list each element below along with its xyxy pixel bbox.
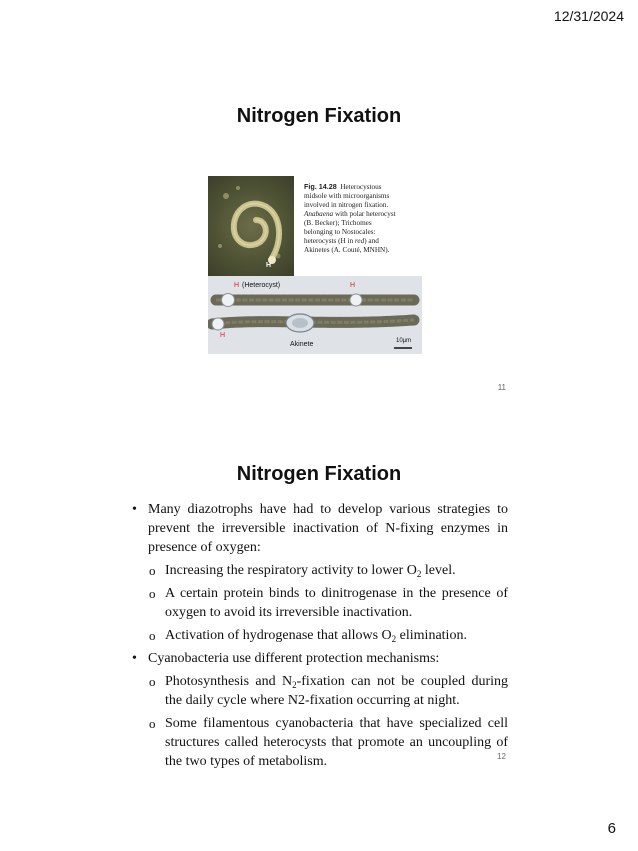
- sub-bullet-text: A certain protein binds to dinitrogenase in the presence of oxygen to avoid its irreversible inactivation.: [165, 586, 508, 620]
- anabaena-coil-image: [208, 176, 294, 276]
- scale-bar-label: 10µm: [396, 338, 412, 344]
- heterocyst-h-label: H: [350, 282, 356, 289]
- bullet-item: [132, 649, 508, 668]
- heterocyst-figure: [208, 176, 422, 354]
- heterocyst-h-label: H: [266, 262, 272, 269]
- subscript: 2: [391, 634, 397, 644]
- heterocyst-h-label: H: [220, 332, 226, 339]
- bullet-text: Cyanobacteria use different protection mechanisms:: [148, 651, 440, 666]
- bullet-item: [132, 500, 508, 557]
- sub-bullet-item: [132, 561, 508, 580]
- caption-red: red: [354, 237, 365, 245]
- sub-bullet-text: Some filamentous cyanobacteria that have specialized cell structures called heterocysts that promote an uncoupling of the two types of metabolism.: [165, 716, 508, 769]
- caption-line: Akinetes (A. Couté, MNHN).: [304, 246, 390, 254]
- sub-bullet-text: level.: [421, 563, 456, 578]
- trichome-filaments-image: [208, 276, 422, 354]
- sub-bullet-text: Increasing the respiratory activity to lower O: [165, 563, 417, 578]
- slide-title: Nitrogen Fixation: [236, 105, 402, 127]
- caption-line: ) and: [364, 237, 379, 245]
- slide-title: Nitrogen Fixation: [236, 463, 402, 485]
- caption-line: belonging to Nostocales:: [304, 228, 376, 236]
- page-number: 6: [607, 820, 616, 837]
- sub-bullet-text: -fixation can not be coupled during the daily cycle where N2-fixation occurring at night.: [165, 674, 509, 708]
- heterocyst-h-label: H: [234, 282, 240, 289]
- subscript: 2: [416, 569, 422, 579]
- bullet-list: [132, 500, 508, 775]
- sub-bullet-text: elimination.: [396, 628, 467, 643]
- caption-line: Heterocystous: [340, 183, 382, 191]
- caption-species: Anabaena: [304, 210, 334, 218]
- sub-bullet-item: [132, 672, 508, 710]
- bullet-text: Many diazotrophs have had to develop various strategies to prevent the irreversible inactivation of N-fixing enzymes in presence of oxygen:: [148, 502, 508, 555]
- figure-caption: [294, 176, 422, 276]
- caption-line: involved in nitrogen fixation.: [304, 201, 389, 209]
- slide-number: 12: [497, 752, 506, 761]
- sub-bullet-text: Photosynthesis and N: [165, 674, 293, 689]
- sub-bullet-item: [132, 714, 508, 771]
- figure-label: Fig. 14.28: [304, 182, 337, 191]
- caption-line: with polar heterocyst: [333, 210, 396, 218]
- print-date: 12/31/2024: [553, 8, 624, 24]
- caption-line: (B. Becker); Trichomes: [304, 219, 372, 227]
- caption-line: heterocysts (H in: [304, 237, 355, 245]
- heterocyst-label: (Heterocyst): [242, 282, 281, 289]
- anabaena-micrograph: [208, 176, 294, 276]
- sub-bullet-item: [132, 626, 508, 645]
- slide-number: 11: [497, 383, 506, 392]
- subscript: 2: [292, 680, 297, 690]
- akinete-label: Akinete: [290, 341, 314, 348]
- trichome-micrograph: [208, 276, 422, 354]
- caption-line: midsole with microorganisms: [304, 192, 390, 200]
- sub-bullet-text: Activation of hydrogenase that allows O: [165, 628, 392, 643]
- sub-bullet-item: [132, 584, 508, 622]
